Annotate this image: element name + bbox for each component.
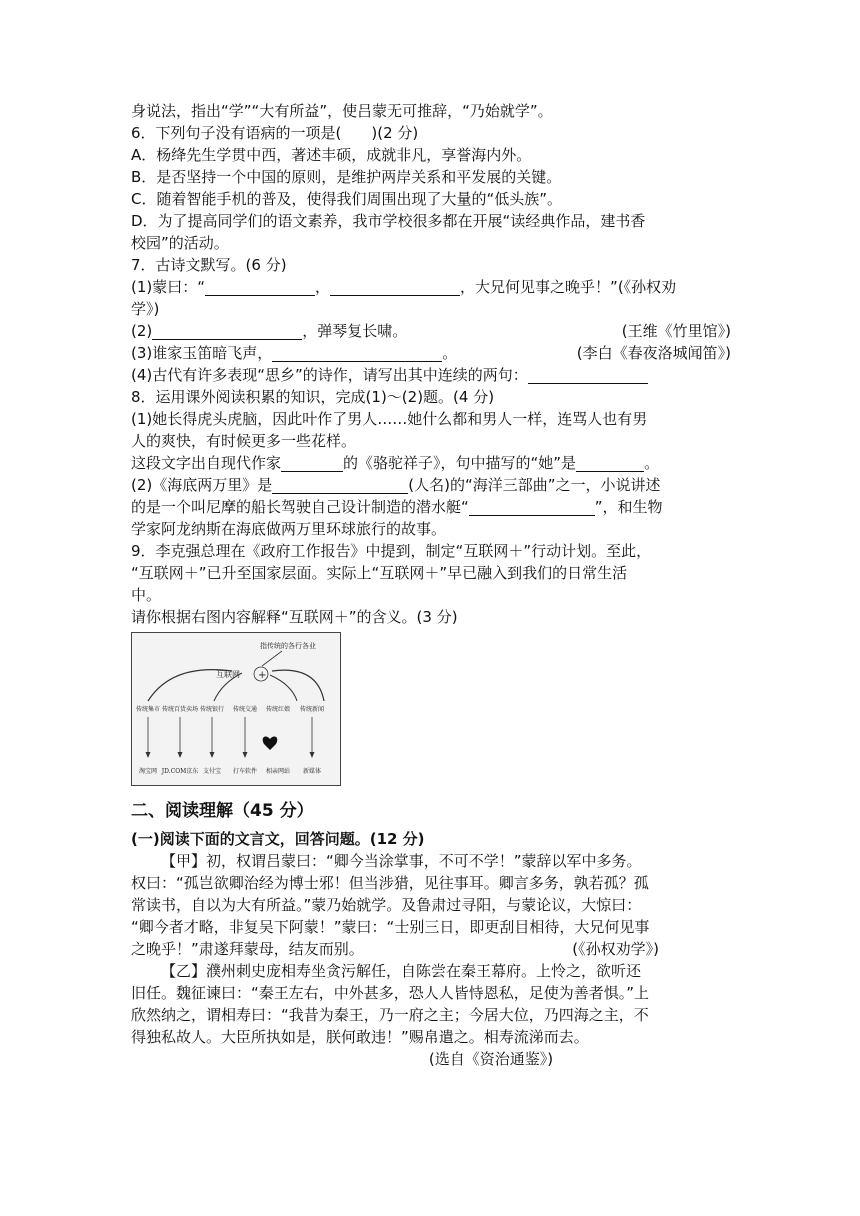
passage-jia: 【甲】初，权谓吕蒙曰：“卿今当涂掌事，不可不学！”蒙辞以军中多务。 <box>161 852 642 870</box>
q8-item-2 <box>131 474 731 496</box>
q7-1-comma: ， <box>315 278 331 296</box>
answer-blank[interactable] <box>272 344 442 362</box>
question-9-cont: 中。 <box>131 586 162 604</box>
q7-1-suffix: ，大兄何见事之晚乎！”(《孙权劝 <box>460 278 677 296</box>
traditional-label: 传统新闻 <box>299 706 325 713</box>
passage-jia-end <box>131 938 731 960</box>
passage-yi: 【乙】濮州刺史庞相寿坐贪污解任，自陈尝在秦王幕府。上怜之，欲听还 <box>161 962 642 980</box>
plus-sign: + <box>258 670 267 681</box>
q7-1-prefix: (1)蒙曰：“ <box>131 278 206 296</box>
answer-blank[interactable] <box>469 498 595 516</box>
q7-item-1 <box>131 276 731 298</box>
passage-yi-source: (选自《资治通鉴》) <box>428 1050 554 1068</box>
passage-jia-source: (《孙权劝学》) <box>572 940 659 958</box>
option-d: D．为了提高同学们的语文素养，我市学校很多都在开展“读经典作品，建书香 <box>131 212 646 230</box>
question-8: 8．运用课外阅读积累的知识，完成(1)～(2)题。(4 分) <box>131 388 495 406</box>
q8-item-2-cont <box>131 496 731 518</box>
exam-page <box>131 100 731 1070</box>
arrow-row <box>146 717 315 758</box>
traditional-row <box>136 705 324 713</box>
q7-3-prefix: (3)谁家玉笛暗飞声， <box>131 344 273 362</box>
q8-2-text: (人名)的“海洋三部曲”之一，小说讲述 <box>408 476 661 494</box>
passage-jia: “卿今者才略，非复吴下阿蒙！”蒙曰：“士别三日，即更刮目相待，大兄何见事 <box>131 918 650 936</box>
q7-4-text: (4)古代有许多表现“思乡”的诗作，请写出其中连续的两句： <box>131 366 528 384</box>
question-9-cont: “互联网＋”已升至国家层面。实际上“互联网＋”早已融入到我们的日常生活 <box>131 564 628 582</box>
q7-item-4 <box>131 364 731 386</box>
q7-item-1-cont: 学》) <box>131 300 160 318</box>
internet-label: 支付宝 <box>202 768 222 775</box>
option-b: B．是否坚持一个中国的原则，是维护两岸关系和平发展的关键。 <box>131 168 562 186</box>
question-9-prompt: 请你根据右图内容解释“互联网＋”的含义。(3 分) <box>131 608 458 626</box>
q8-1-text: 这段文字出自现代作家 <box>131 454 282 472</box>
internet-row <box>139 767 321 775</box>
arc-midright <box>270 675 297 701</box>
heart-icon <box>263 737 278 750</box>
traditional-label: 传统交通 <box>232 706 258 713</box>
question-6: 6．下列句子没有语病的一项是( )(2 分) <box>131 124 419 142</box>
traditional-label: 传统集市 <box>135 706 161 713</box>
q7-2-source: (王维《竹里馆》) <box>621 322 731 340</box>
arrow-head <box>146 752 151 758</box>
passage-jia: 常读书，自以为大有所益。”蒙乃始就学。及鲁肃过寻阳，与蒙论议，大惊曰： <box>131 896 642 914</box>
passage-jia: 权曰：“孤岂欲卿治经为博士邪！但当涉猎，见往事耳。卿言多务，孰若孤？孤 <box>131 874 649 892</box>
answer-blank[interactable] <box>528 366 648 384</box>
q7-3-end: 。 <box>442 344 458 362</box>
internet-label: 打车软件 <box>232 768 258 775</box>
option-d-cont: 校园”的活动。 <box>131 234 229 252</box>
internet-label: 相亲网站 <box>265 768 291 775</box>
top-label: 指传统的各行各业 <box>260 642 316 650</box>
arrow-head <box>310 752 315 758</box>
q8-item-1: (1)她长得虎头虎脑，因此叶作了男人……她什么都和男人一样，连骂人也有男 <box>131 410 648 428</box>
q7-2-text: ，弹琴复长啸。 <box>302 322 408 340</box>
arrow-head <box>178 752 183 758</box>
q8-2-text: (2)《海底两万里》是 <box>131 476 273 494</box>
q7-item-2 <box>131 320 731 342</box>
q8-2-text: ”，和生物 <box>594 498 663 516</box>
internet-label: JD.COM京东 <box>161 768 199 775</box>
passage-yi: 得独私故人。大臣所执如是，朕何敢违！”赐帛遣之。相寿流涕而去。 <box>131 1028 589 1046</box>
traditional-label: 传统银行 <box>199 706 225 713</box>
center-label: 互联网 <box>216 670 240 679</box>
arc-right <box>272 670 324 701</box>
internet-label: 淘宝网 <box>138 768 158 775</box>
answer-blank[interactable] <box>330 278 460 296</box>
q8-item-1-question <box>131 452 731 474</box>
passage-yi: 欣然纳之，谓相寿曰：“我昔为秦王，乃一府之主；今居大位，乃四海之主，不 <box>131 1006 649 1024</box>
internet-plus-diagram <box>131 632 341 786</box>
passage-yi: 旧任。魏征谏曰：“秦王左右，中外甚多，恐人人皆恃恩私，足使为善者惧。”上 <box>131 984 650 1002</box>
text-line: 身说法，指出“学”“大有所益”，使吕蒙无可推辞，“乃始就学”。 <box>131 102 553 120</box>
option-a: A．杨绛先生学贯中西，著述丰硕，成就非凡，享誉海内外。 <box>131 146 532 164</box>
q7-3-source: (李白《春夜洛城闻笛》) <box>576 344 731 362</box>
section-title: 二、阅读理解（45 分） <box>131 801 314 821</box>
answer-blank[interactable] <box>152 322 302 340</box>
option-c: C．随着智能手机的普及，使得我们周围出现了大量的“低头族”。 <box>131 190 563 208</box>
traditional-label: 传统红娘 <box>265 706 291 713</box>
answer-blank[interactable] <box>205 278 315 296</box>
answer-blank[interactable] <box>281 454 343 472</box>
q8-item-2-end: 学家阿龙纳斯在海底做两万里环球旅行的故事。 <box>131 520 447 538</box>
diagram-svg <box>132 633 340 785</box>
connector <box>262 651 282 666</box>
question-7: 7．古诗文默写。(6 分) <box>131 256 287 274</box>
subsection-title: (一)阅读下面的文言文，回答问题。(12 分) <box>131 830 425 848</box>
q8-1-text: 。 <box>644 454 660 472</box>
q8-1-text: 的《骆驼祥子》，句中描写的“她”是 <box>343 454 577 472</box>
answer-blank[interactable] <box>272 476 408 494</box>
answer-blank[interactable] <box>576 454 644 472</box>
arrow-head <box>210 752 215 758</box>
q8-item-1-cont: 人的爽快，有时候更多一些花样。 <box>131 432 357 450</box>
traditional-label: 传统百货卖场 <box>161 706 199 713</box>
passage-jia: 之晚乎！”肃遂拜蒙母，结友而别。 <box>131 940 364 958</box>
arrow-head <box>243 752 248 758</box>
q7-item-3 <box>131 342 731 364</box>
question-9: 9．李克强总理在《政府工作报告》中提到，制定“互联网＋”行动计划。至此， <box>131 542 652 560</box>
q7-2-prefix: (2) <box>131 322 153 340</box>
internet-label: 新媒体 <box>302 768 322 775</box>
q8-2-text: 的是一个叫尼摩的船长驾驶自己设计制造的潜水艇“ <box>131 498 469 516</box>
